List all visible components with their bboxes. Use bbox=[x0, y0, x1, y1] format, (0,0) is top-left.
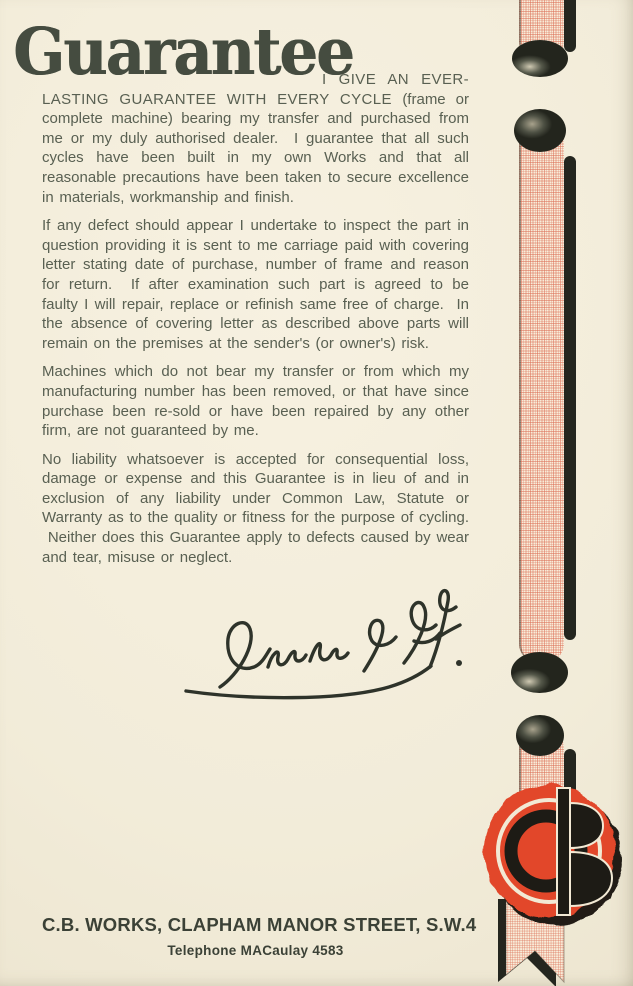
paragraph-machines: Machines which do not bear my transfer or from which my manufacturing number has been removed, or that have since purchase been re-sold or have been repaired by any other firm, are not guaranteed by me. bbox=[42, 363, 469, 440]
tube-end-cap-icon bbox=[512, 40, 568, 77]
intro-lead-text: I GIVE AN EVER-LASTING GUARANTEE WITH EVERY CYCLE bbox=[42, 71, 469, 108]
ribbon-decoration bbox=[500, 0, 633, 986]
paragraph-text: (frame or complete machine) bearing my transfer and purchased from me or my duly authorised dealer. I guarantee that all such cycles have been built in my own Works and that all reasonable precautions have been taken to secure excellence in materials, workmanship and finish. bbox=[42, 90, 470, 206]
telephone-line: Telephone MACaulay 4583 bbox=[167, 943, 344, 958]
paragraph-defect: If any defect should appear I undertake to inspect the part in question providing it is sent to me carriage paid with covering letter stating date of purchase, number of frame and reason for return. If after examination such part is agreed to be faulty I will repair, replace or refinish same free of charge. In the absence of covering letter as described above parts will remain on the premises at the sender's (or owner's) risk. bbox=[42, 217, 469, 352]
cb-seal-badge bbox=[462, 770, 633, 986]
tube-end-cap-icon bbox=[514, 109, 566, 152]
footer bbox=[42, 914, 477, 958]
guarantee-body-text bbox=[42, 70, 469, 576]
tube-end-cap-icon bbox=[511, 652, 568, 693]
works-address-line: C.B. WORKS, CLAPHAM MANOR STREET, S.W.4 bbox=[42, 914, 477, 935]
paragraph-intro bbox=[42, 70, 469, 207]
page-title: Guarantee bbox=[13, 14, 353, 90]
tube-end-cap-icon bbox=[516, 715, 564, 756]
paragraph-liability: No liability whatsoever is accepted for consequential loss, damage or expense and this Guarantee is in lieu of and in exclusion of any liability under Common Law, Statute or Warranty as to the quality or fitness for the purpose of cycling. Neither does this Guarantee apply to defects caused by wear and tear, misuse or neglect. bbox=[42, 450, 469, 566]
ribbon-middle-segment bbox=[519, 128, 564, 662]
signature-drawing bbox=[168, 578, 468, 710]
claud-butler-signature bbox=[168, 578, 468, 710]
heading-spacer bbox=[42, 83, 322, 84]
